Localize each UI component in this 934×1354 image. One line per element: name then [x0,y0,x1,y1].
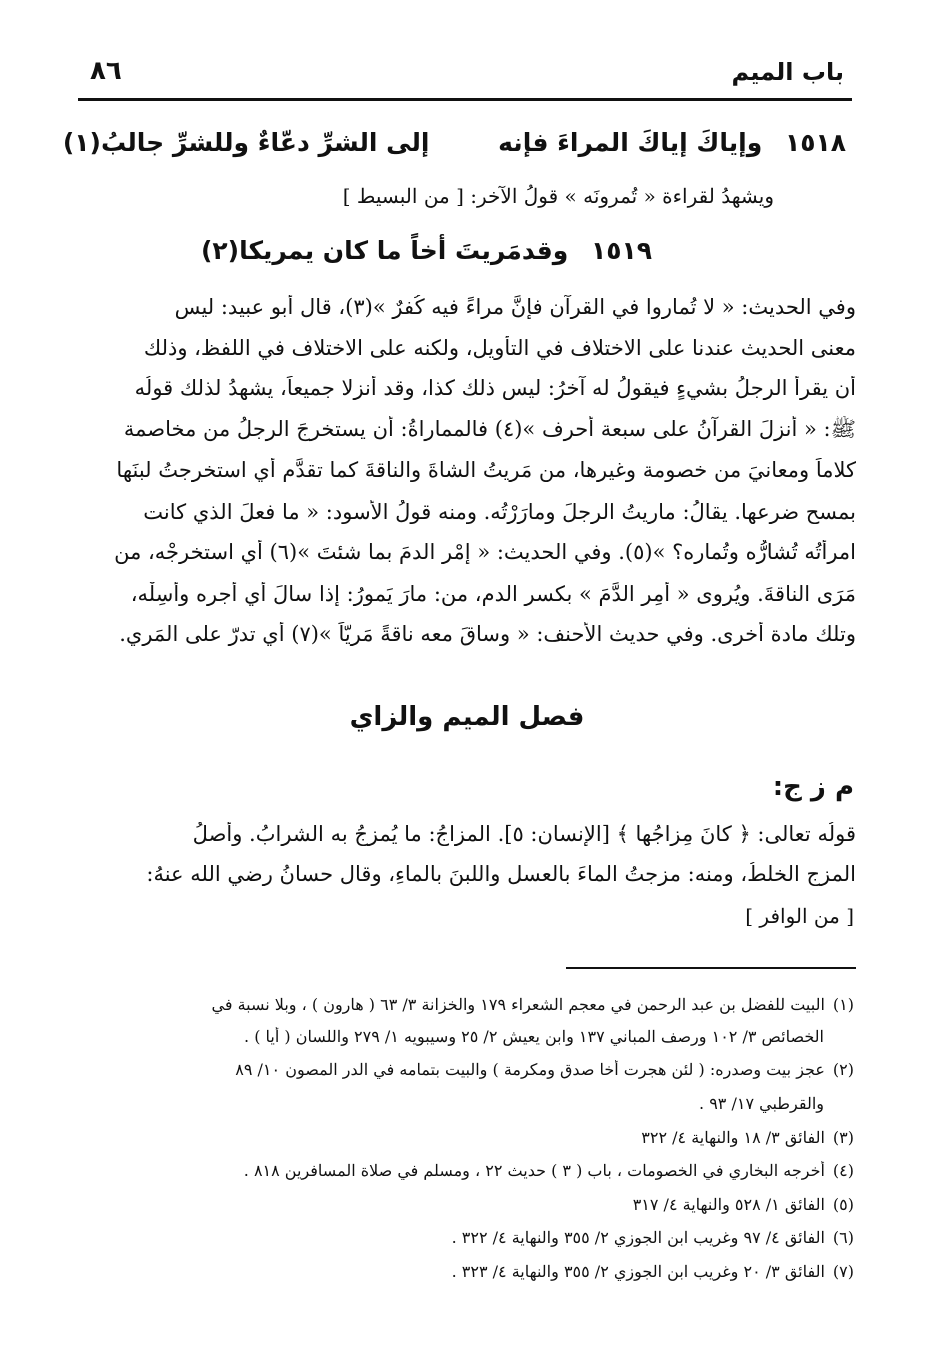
body-line: ﷺ: « أُنزلَ القرآنُ على سبعة أحرف »(٤) فالمماراةُ: أن يستخرجَ الرجلُ من مخاصمة [123,417,856,441]
footnote [78,1161,854,1180]
footnote-mark: (٥) [832,1195,854,1214]
root-body-line: المزجِ الخلطُ، ومنه: مزجتُ الماءَ بالعسلِ واللبنَ بالماءِ، وقال حسانُ رضي الله عنهُ: [146,862,856,886]
verse-hemistich-1: وإياكَ إياكَ المراءَ فإنه [498,128,763,157]
footnote [78,1060,854,1079]
body-line: أن يقرأ الرجلُ بشيءٍ فيقولُ له آخرُ: ليس ذلك كذا، وقد أنزلا جميعاً، يشهدُ لذلك قولُه [134,376,856,400]
section-heading: فصل الميم والزاي [349,702,585,732]
body-line: وتلك مادة أخرى. وفي حديث الأحنف: « وساقَ معه ناقةً مَرِيّاً »(٧) أي تدرّ على المَري. [119,622,856,646]
footnote-text: والقرطبي ١٧/ ٩٣ . [699,1094,824,1113]
intro-line: ويشهدُ لقراءة « تُمرونَه » قولُ الآخرِ: [ من البسيط ] [342,184,774,208]
verse-text: وقدمَريتَ أخاً ما كان يمريكا(٢) [200,236,569,265]
header-rule [78,98,852,101]
footnote [78,1195,854,1214]
footnote-text: الفائق ١/ ٥٢٨ والنهاية ٤/ ٣١٧ [632,1195,825,1214]
footnote-text: البيت للفضل بن عبد الرحمن في معجم الشعراء ١٧٩ والخزانة ٣/ ٦٣ ( هارون ) ، وبلا نسبة في [211,995,825,1014]
footnote-mark: (٢) [832,1060,854,1079]
footnote-mark: (٦) [832,1228,854,1247]
root-body-line: [ من الوافر ] [745,904,854,928]
footnote [78,995,854,1014]
footnote [48,1094,824,1113]
verse-number: ١٥١٨ [784,128,846,157]
footnote-text: عجز بيت وصدره: ( لئن هجرت أخا صدق ومكرمة ) والبيت بتمامه في الدر المصون ١٠/ ٨٩ [235,1060,825,1079]
body-line: معنى الحديث عندنا على الاختلاف في التأويل، ولكنه على الاختلاف في اللفظ، وذلك [143,336,856,360]
page-number: ٨٦ [90,56,122,86]
footnote [48,1027,824,1046]
footnote-text: الفائق ٤/ ٩٧ وغريب ابن الجوزي ٢/ ٣٥٥ والنهاية ٤/ ٣٢٢ . [451,1228,825,1247]
footnote-mark: (٤) [832,1161,854,1180]
verse-hemistich-2: إلى الشرِّ دعّاءٌ وللشرِّ جالبُ(١) [62,128,430,157]
footnote [78,1262,854,1281]
verse-1519 [52,236,652,265]
footnote-mark: (٣) [832,1128,854,1147]
verse-number: ١٥١٩ [590,236,652,265]
footnote-text: الخصائص ٣/ ١٠٢ ورصف المباني ١٣٧ وابن يعيش ٢/ ٢٥ وسيبويه ١/ ٢٧٩ واللسان ( أيا ) . [244,1027,824,1046]
root-heading: م ز ج: [772,772,854,802]
body-line: كلاماً ومعانيَ من خصومة وغيرها، من مَريتُ الشاةَ والناقةَ كما تقدَّم أي استخرجتُ لبنَها [116,458,856,482]
body-line: امرأتُه تُشارُّه وتُماره؟ »(٥). وفي الحديث: « إمْرِ الدمَ بما شئتَ »(٦) أي استخرجْه، من [114,540,856,564]
root-body-line: قولُه تعالى: ﴿ كانَ مِزاجُها ﴾ [الإنسان: ٥]. المزاجُ: ما يُمزجُ به الشرابُ. وأصلُ [192,822,856,846]
body-line: مَرَى الناقةَ. ويُروى « أمِرِ الدَّمَ » بكسر الدم، من: مارَ يَمورُ: إذا سالَ أي أجرِه وأسِلْه، [130,582,856,606]
body-line: بمسح ضرعها. يقالُ: ماريتُ الرجلَ ومارَرْتُه. ومنه قولُ الأسود: « ما فعلَ الذي كانت [143,500,856,524]
footnote-text: أخرجه البخاري في الخصومات ، باب ( ٣ ) حديث ٢٢ ، ومسلم في صلاة المسافرين ٨١٨ . [243,1161,825,1180]
body-line: وفي الحديث: « لا تُماروا في القرآن فإنَّ مراءً فيه كُفرٌ »(٣)، قال أبو عبيد: ليس [174,295,856,319]
footnote [78,1228,854,1247]
verse-1518 [62,128,846,157]
footnote-mark: (٧) [832,1262,854,1281]
footnote-mark: (١) [832,995,854,1014]
footnote-text: الفائق ٣/ ١٨ والنهاية ٤/ ٣٢٢ [641,1128,825,1147]
footnote-text: الفائق ٣/ ٢٠ وغريب ابن الجوزي ٢/ ٣٥٥ والنهاية ٤/ ٣٢٣ . [451,1262,825,1281]
footnote-rule [566,967,856,969]
footnote [78,1128,854,1147]
running-title: باب الميم [731,58,844,86]
